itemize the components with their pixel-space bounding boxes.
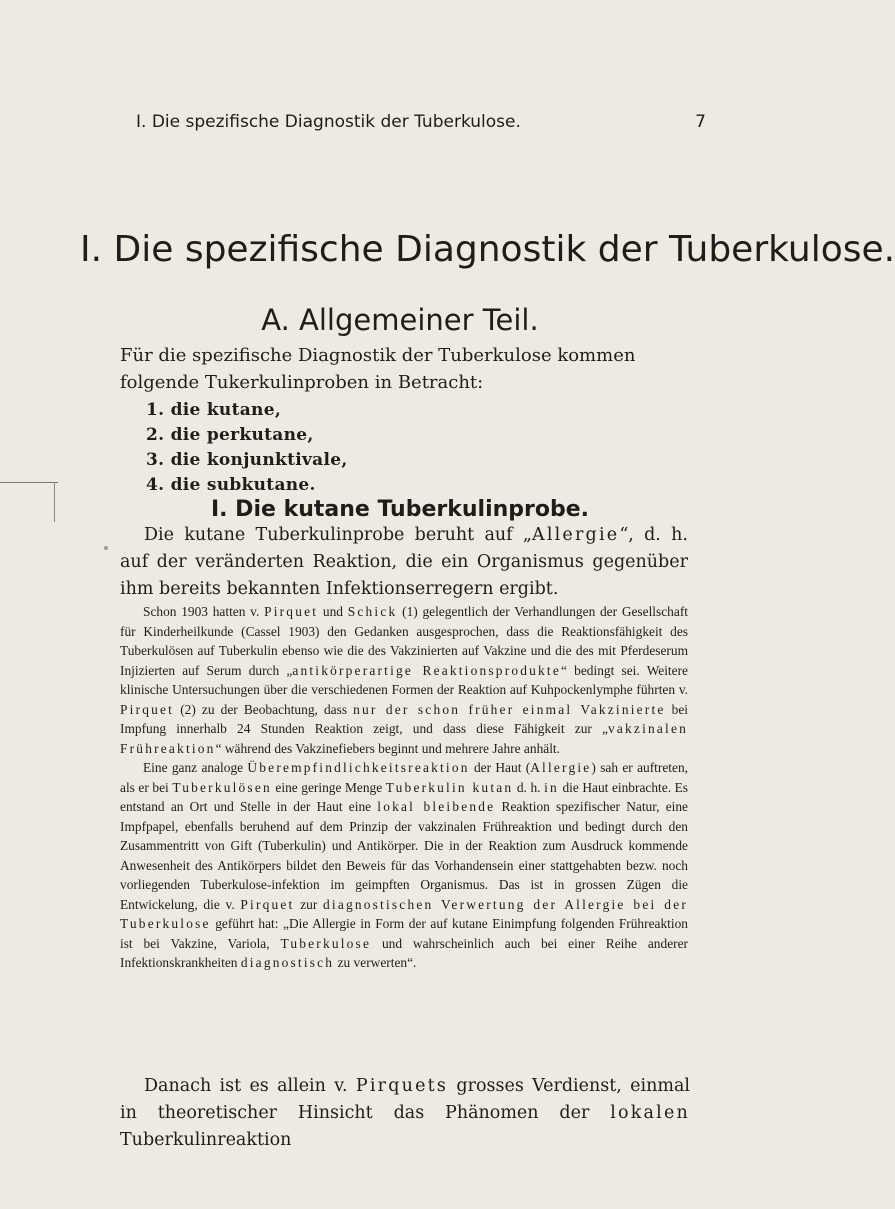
emphasis: Pirquet — [264, 604, 319, 619]
running-head — [136, 112, 706, 136]
emphasis: Allergie — [530, 760, 592, 775]
list-item: 2. die perkutane, — [146, 425, 314, 445]
paragraph: Eine ganz analoge Überempfindlichkeitsreaktion der Haut (Allergie) sah er auftreten, als er bei Tuberkulösen eine geringe Menge Tuberkulin kutan d. h. in die Haut einbrachte. Es entstand an Ort und Stelle in der Haut eine lokal bleibende Reaktion spezifischer Natur, eine Impfpapel, ebenfalls beruhend auf dem Prinzip der vakzinalen Frühreaktion und bedingt durch den Zusammentritt von Gift (Tuberkulin) und Antikörper. Die in der Reaktion zum Ausdruck kommende Anwesenheit des Antikörpers bildet den Beweis für das Vorhandensein einer stattgehabten bezw. noch vorliegenden Tuberkulose-infektion im geimpften Organismus. Das ist in grossen Zügen die Entwickelung, die v. Pirquet zur diagnostischen Verwertung der Allergie bei der Tuberkulose geführt hat: „Die Allergie in Form der auf kutane Einimpfung folgenden Frühreaktion ist bei Vakzine, Variola, Tuberkulose und wahrscheinlich auch bei einer Reihe anderer Infektionskrankheiten diagnostisch zu verwerten“. — [120, 760, 689, 970]
emphasis: antikörperartige Reaktionsprodukte — [292, 662, 561, 678]
emphasis: nur der schon früher einmal Vakzinierte — [353, 701, 666, 717]
closing-paragraph — [120, 1073, 690, 1154]
paragraph: Danach ist es allein v. Pirquets grosses Verdienst, einmal in theoretischer Hinsicht das Phänomen der lokalen Tuberkulinreaktion — [120, 1076, 690, 1150]
list-item: 1. die kutane, — [146, 400, 282, 420]
small-print-block — [120, 602, 688, 973]
paragraph: Schon 1903 hatten v. Pirquet und Schick (1) gelegentlich der Verhandlungen der Gesellschaft für Kinderheilkunde (Cassel 1903) den Gedanken ausgesprochen, dass die Reaktionsfähigkeit des Tuberkulösen auf Tuberkulin ebenso wie die des Vakzinierten auf Vakzine und die des mit Pferdeserum Injizierten auf Serum durch „antikörperartige Reaktionsprodukte“ bedingt sei. Weitere klinische Untersuchungen über die verschiedenen Formen der Reaktion auf Kuhpockenlymphe führten v. Pirquet (2) zu der Beobachtung, dass nur der schon früher einmal Vakzinierte bei Impfung innerhalb 24 Stunden Reaktion zeigt, und dass diese Fähigkeit zur „vakzinalen Frühreaktion“ während des Vakzinefiebers beginnt und mehrere Jahre anhält. — [120, 604, 688, 756]
emphasis: Pirquet — [240, 896, 295, 912]
lead-paragraph: Die kutane Tuberkulinprobe beruht auf „Allergie“, d. h. auf der veränderten Reaktion, die ein Organismus gegenüber ihm bereits bekannten Infektionserregern ergibt. — [120, 525, 688, 599]
emphasis: lokal bleibende — [377, 799, 496, 814]
emphasis: vakzinalen Frühreaktion — [120, 721, 688, 756]
crop-mark — [0, 482, 58, 483]
running-head-title: I. Die spezifische Diagnostik der Tuberkulose. — [136, 112, 521, 132]
emphasis: Pirquets — [355, 1076, 449, 1096]
emphasis: lokalen — [610, 1103, 690, 1123]
emphasis: diagnostisch — [240, 955, 335, 970]
emphasis: Tuberkulin kutan — [385, 779, 514, 795]
emphasis: in — [544, 779, 559, 795]
intro-paragraph: Für die spezifische Diagnostik der Tuberkulose kommen folgende Tukerkulinproben in Betracht: — [120, 345, 636, 393]
emphasis: Allergie — [532, 525, 620, 545]
emphasis: Tuberkulösen — [172, 779, 272, 795]
emphasis: Tuberkulose — [280, 935, 372, 951]
emphasis: Pirquet — [120, 701, 175, 717]
chapter-title: I. Die spezifische Diagnostik der Tuberkulose. — [80, 229, 895, 270]
list-item: 3. die konjunktivale, — [146, 450, 348, 470]
list-item: 4. die subkutane. — [146, 475, 316, 495]
emphasis: Schick — [347, 604, 398, 619]
method-list — [146, 398, 348, 498]
emphasis: Überempfindlichkeitsreaktion — [247, 760, 470, 775]
margin-mark — [104, 546, 108, 550]
section-title: A. Allgemeiner Teil. — [261, 303, 539, 337]
page-number: 7 — [695, 112, 706, 132]
subsection-heading: I. Die kutane Tuberkulinprobe. — [210, 497, 590, 522]
emphasis: diagnostischen Verwertung der Allergie bei der Tuberkulose — [120, 896, 688, 931]
